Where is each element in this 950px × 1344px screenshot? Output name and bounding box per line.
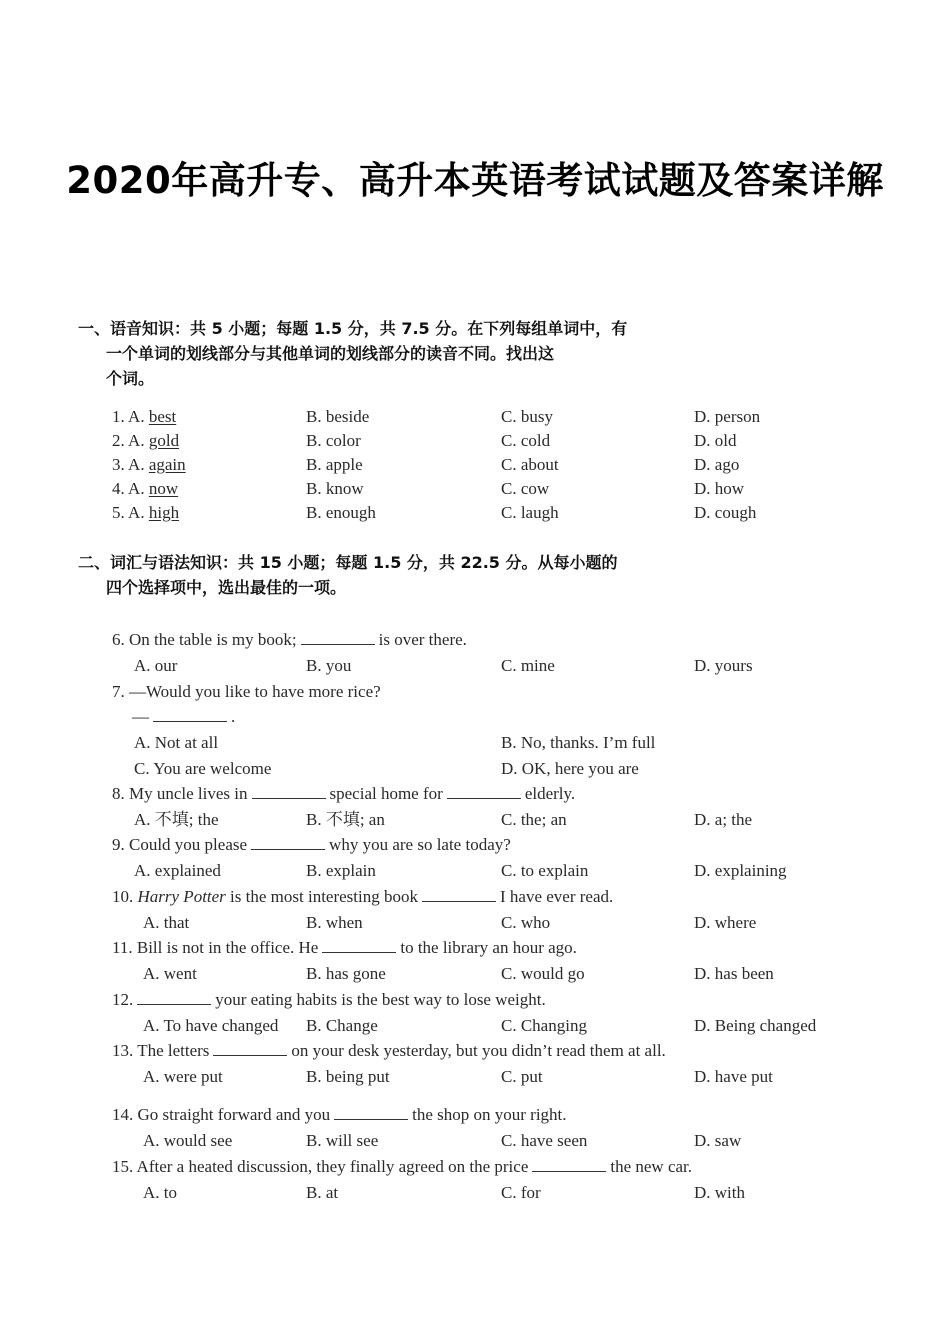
answer-blank [301,629,375,645]
q1-option-d: D. person [694,407,761,426]
q15-option-d: D. with [694,1183,745,1202]
q13-option-d: D. have put [694,1067,773,1086]
q11-option-b: B. has gone [306,964,386,983]
q11-option-c: C. would go [501,964,585,983]
q2-option-d: D. old [694,431,737,450]
section-1-instructions [78,316,688,391]
q7-option-a: A. Not at all [134,733,219,752]
q2-option-b: B. color [306,431,361,450]
q14-option-c: C. have seen [501,1131,588,1150]
answer-blank [447,783,521,799]
q12-option-d: D. Being changed [694,1016,817,1035]
q7-response-line: — . [132,707,236,726]
q8-option-d: D. a; the [694,810,753,829]
q13-stem: 13. The letters on your desk yesterday, but you didn’t read them at all. [112,1041,666,1060]
q15-option-a: A. to [143,1183,177,1202]
book-title: Harry Potter [137,887,226,906]
q4-option-a: 4. A. now [112,479,179,498]
q5-option-d: D. cough [694,503,757,522]
q9-stem: 9. Could you please why you are so late today? [112,835,511,854]
answer-blank [213,1040,287,1056]
q3-option-d: D. ago [694,455,740,474]
q10-option-a: A. that [143,913,190,932]
section-2-instructions [78,550,688,600]
q5-option-b: B. enough [306,503,376,522]
q15-option-b: B. at [306,1183,339,1202]
q11-option-a: A. went [143,964,197,983]
q5-option-c: C. laugh [501,503,559,522]
answer-blank [422,886,496,902]
answer-blank [334,1104,408,1120]
answer-blank [252,783,326,799]
q6-option-b: B. you [306,656,352,675]
q8-stem: 8. My uncle lives in special home for elderly. [112,784,576,803]
answer-blank [137,989,211,1005]
q15-stem: 15. After a heated discussion, they finally agreed on the price the new car. [112,1157,693,1176]
section-2-heading-cont: 四个选择项中，选出最佳的一项。 [106,578,347,597]
q14-option-d: D. saw [694,1131,742,1150]
q14-option-a: A. would see [143,1131,233,1150]
q15-option-c: C. for [501,1183,541,1202]
q8-option-c: C. the; an [501,810,567,829]
q6-option-a: A. our [134,656,178,675]
q3-option-b: B. apple [306,455,363,474]
q14-option-b: B. will see [306,1131,379,1150]
q4-option-b: B. know [306,479,364,498]
q2-option-c: C. cold [501,431,551,450]
q2-option-a: 2. A. gold [112,431,180,450]
q11-option-d: D. has been [694,964,774,983]
section-2-heading: 二、词汇与语法知识：共 15 小题；每题 1.5 分，共 22.5 分。从每小题的 [78,553,618,572]
q3-option-a: 3. A. again [112,455,186,474]
q5-option-a: 5. A. high [112,503,180,522]
q9-option-b: B. explain [306,861,376,880]
q12-option-b: B. Change [306,1016,378,1035]
q10-option-c: C. who [501,913,551,932]
answer-blank [532,1156,606,1172]
q1-option-b: B. beside [306,407,370,426]
answer-blank [251,834,325,850]
q8-option-b: B. 不填; an [306,810,385,829]
answer-blank [153,706,227,722]
q4-option-d: D. how [694,479,745,498]
q7-option-b: B. No, thanks. I’m full [501,733,656,752]
q7-option-c: C. You are welcome [134,759,272,778]
section-1-heading: 一、语音知识：共 5 小题；每题 1.5 分，共 7.5 分。在下列每组单词中，有 [78,319,628,338]
q10-option-b: B. when [306,913,363,932]
q9-option-d: D. explaining [694,861,787,880]
q9-option-a: A. explained [134,861,221,880]
q8-option-a: A. 不填; the [134,810,219,829]
q12-stem: 12. your eating habits is the best way to lose weight. [112,990,546,1009]
q12-option-c: C. Changing [501,1016,587,1035]
q6-option-c: C. mine [501,656,555,675]
q4-option-c: C. cow [501,479,550,498]
q10-stem: 10. Harry Potter is the most interesting book I have ever read. [112,887,614,906]
q13-option-c: C. put [501,1067,543,1086]
q1-option-a: 1. A. best [112,407,177,426]
q13-option-a: A. were put [143,1067,223,1086]
q10-option-d: D. where [694,913,757,932]
q7-stem: 7. —Would you like to have more rice? [112,682,381,701]
q7-option-d: D. OK, here you are [501,759,639,778]
q1-option-c: C. busy [501,407,553,426]
q9-option-c: C. to explain [501,861,589,880]
q12-option-a: A. To have changed [143,1016,279,1035]
q6-stem: 6. On the table is my book; is over there. [112,630,467,649]
q6-option-d: D. yours [694,656,753,675]
q13-option-b: B. being put [306,1067,390,1086]
q14-stem: 14. Go straight forward and you the shop on your right. [112,1105,567,1124]
q11-stem: 11. Bill is not in the office. He to the library an hour ago. [112,938,577,957]
q3-option-c: C. about [501,455,559,474]
section-1-heading-cont-2: 个词。 [106,369,155,388]
answer-blank [322,937,396,953]
page-title: 2020年高升专、高升本英语考试试题及答案详解 [66,159,884,202]
section-1-heading-cont-1: 一个单词的划线部分与其他单词的划线部分的读音不同。找出这 [106,344,555,363]
